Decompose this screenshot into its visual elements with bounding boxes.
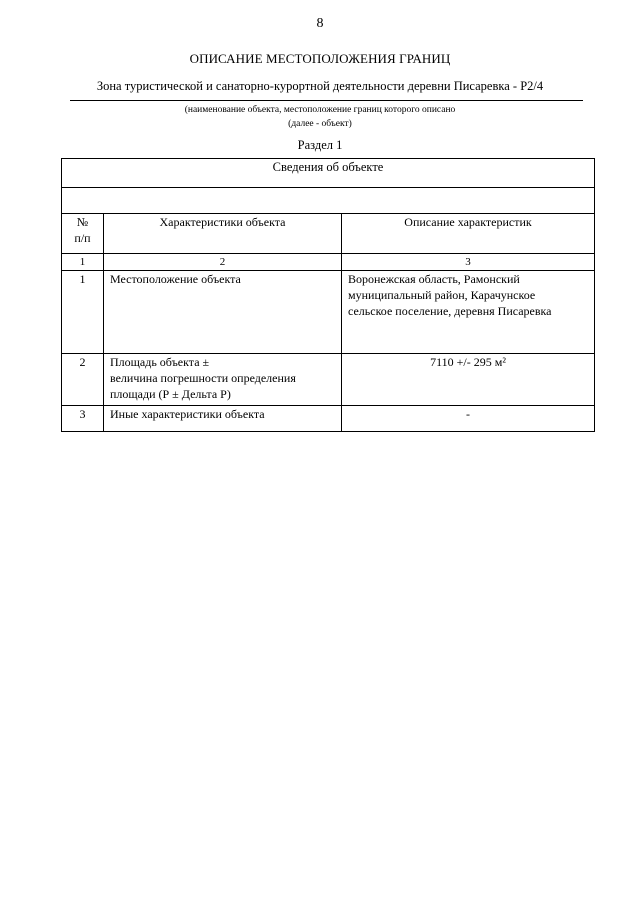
object-caption: [0, 103, 640, 131]
description-line: сельское поселение, деревня Писаревка: [348, 304, 552, 318]
empty-cell: [62, 188, 595, 214]
column-header-number-line: п/п: [74, 231, 91, 245]
description-line: муниципальный район, Карачунское: [348, 288, 536, 302]
row-number: 2: [62, 354, 104, 406]
row-number: 3: [62, 406, 104, 432]
description-line: Воронежская область, Рамонский: [348, 272, 520, 286]
object-caption-line: (далее - объект): [288, 119, 352, 129]
object-caption-line: (наименование объекта, местоположение границ которого описано: [184, 105, 456, 115]
characteristic-line: Площадь объекта ±: [110, 355, 210, 369]
column-header-characteristics: Характеристики объекта: [104, 214, 342, 254]
column-header-number: [62, 214, 104, 254]
characteristic-line: площади (Р ± Дельта Р): [110, 387, 231, 401]
object-info-table: [61, 158, 595, 432]
column-number: 1: [62, 254, 104, 271]
row-description-area: 7110 +/- 295 м²: [342, 354, 595, 406]
column-number: 2: [104, 254, 342, 271]
column-header-number-line: №: [76, 215, 89, 229]
table-row: [62, 406, 595, 432]
object-name-underline: [70, 100, 583, 101]
row-characteristic: Местоположение объекта: [104, 271, 342, 354]
table-heading: Сведения об объекте: [62, 159, 595, 188]
row-number: 1: [62, 271, 104, 354]
row-description: -: [342, 406, 595, 432]
table-column-numbers: [62, 254, 595, 271]
table-heading-row: [62, 159, 595, 188]
column-number: 3: [342, 254, 595, 271]
column-header-description: Описание характеристик: [342, 214, 595, 254]
row-description: [342, 271, 595, 354]
table-column-headers: [62, 214, 595, 254]
row-characteristic: [104, 354, 342, 406]
object-name: Зона туристической и санаторно-курортной деятельности деревни Писаревка - Р2/4: [96, 79, 544, 93]
document-title: ОПИСАНИЕ МЕСТОПОЛОЖЕНИЯ ГРАНИЦ: [189, 51, 451, 66]
page-number: 8: [316, 16, 324, 31]
table-empty-row: [62, 188, 595, 214]
row-characteristic: Иные характеристики объекта: [104, 406, 342, 432]
characteristic-line: величина погрешности определения: [110, 371, 296, 385]
table-row: [62, 354, 595, 406]
table-row: [62, 271, 595, 354]
section-label: Раздел 1: [297, 138, 343, 152]
